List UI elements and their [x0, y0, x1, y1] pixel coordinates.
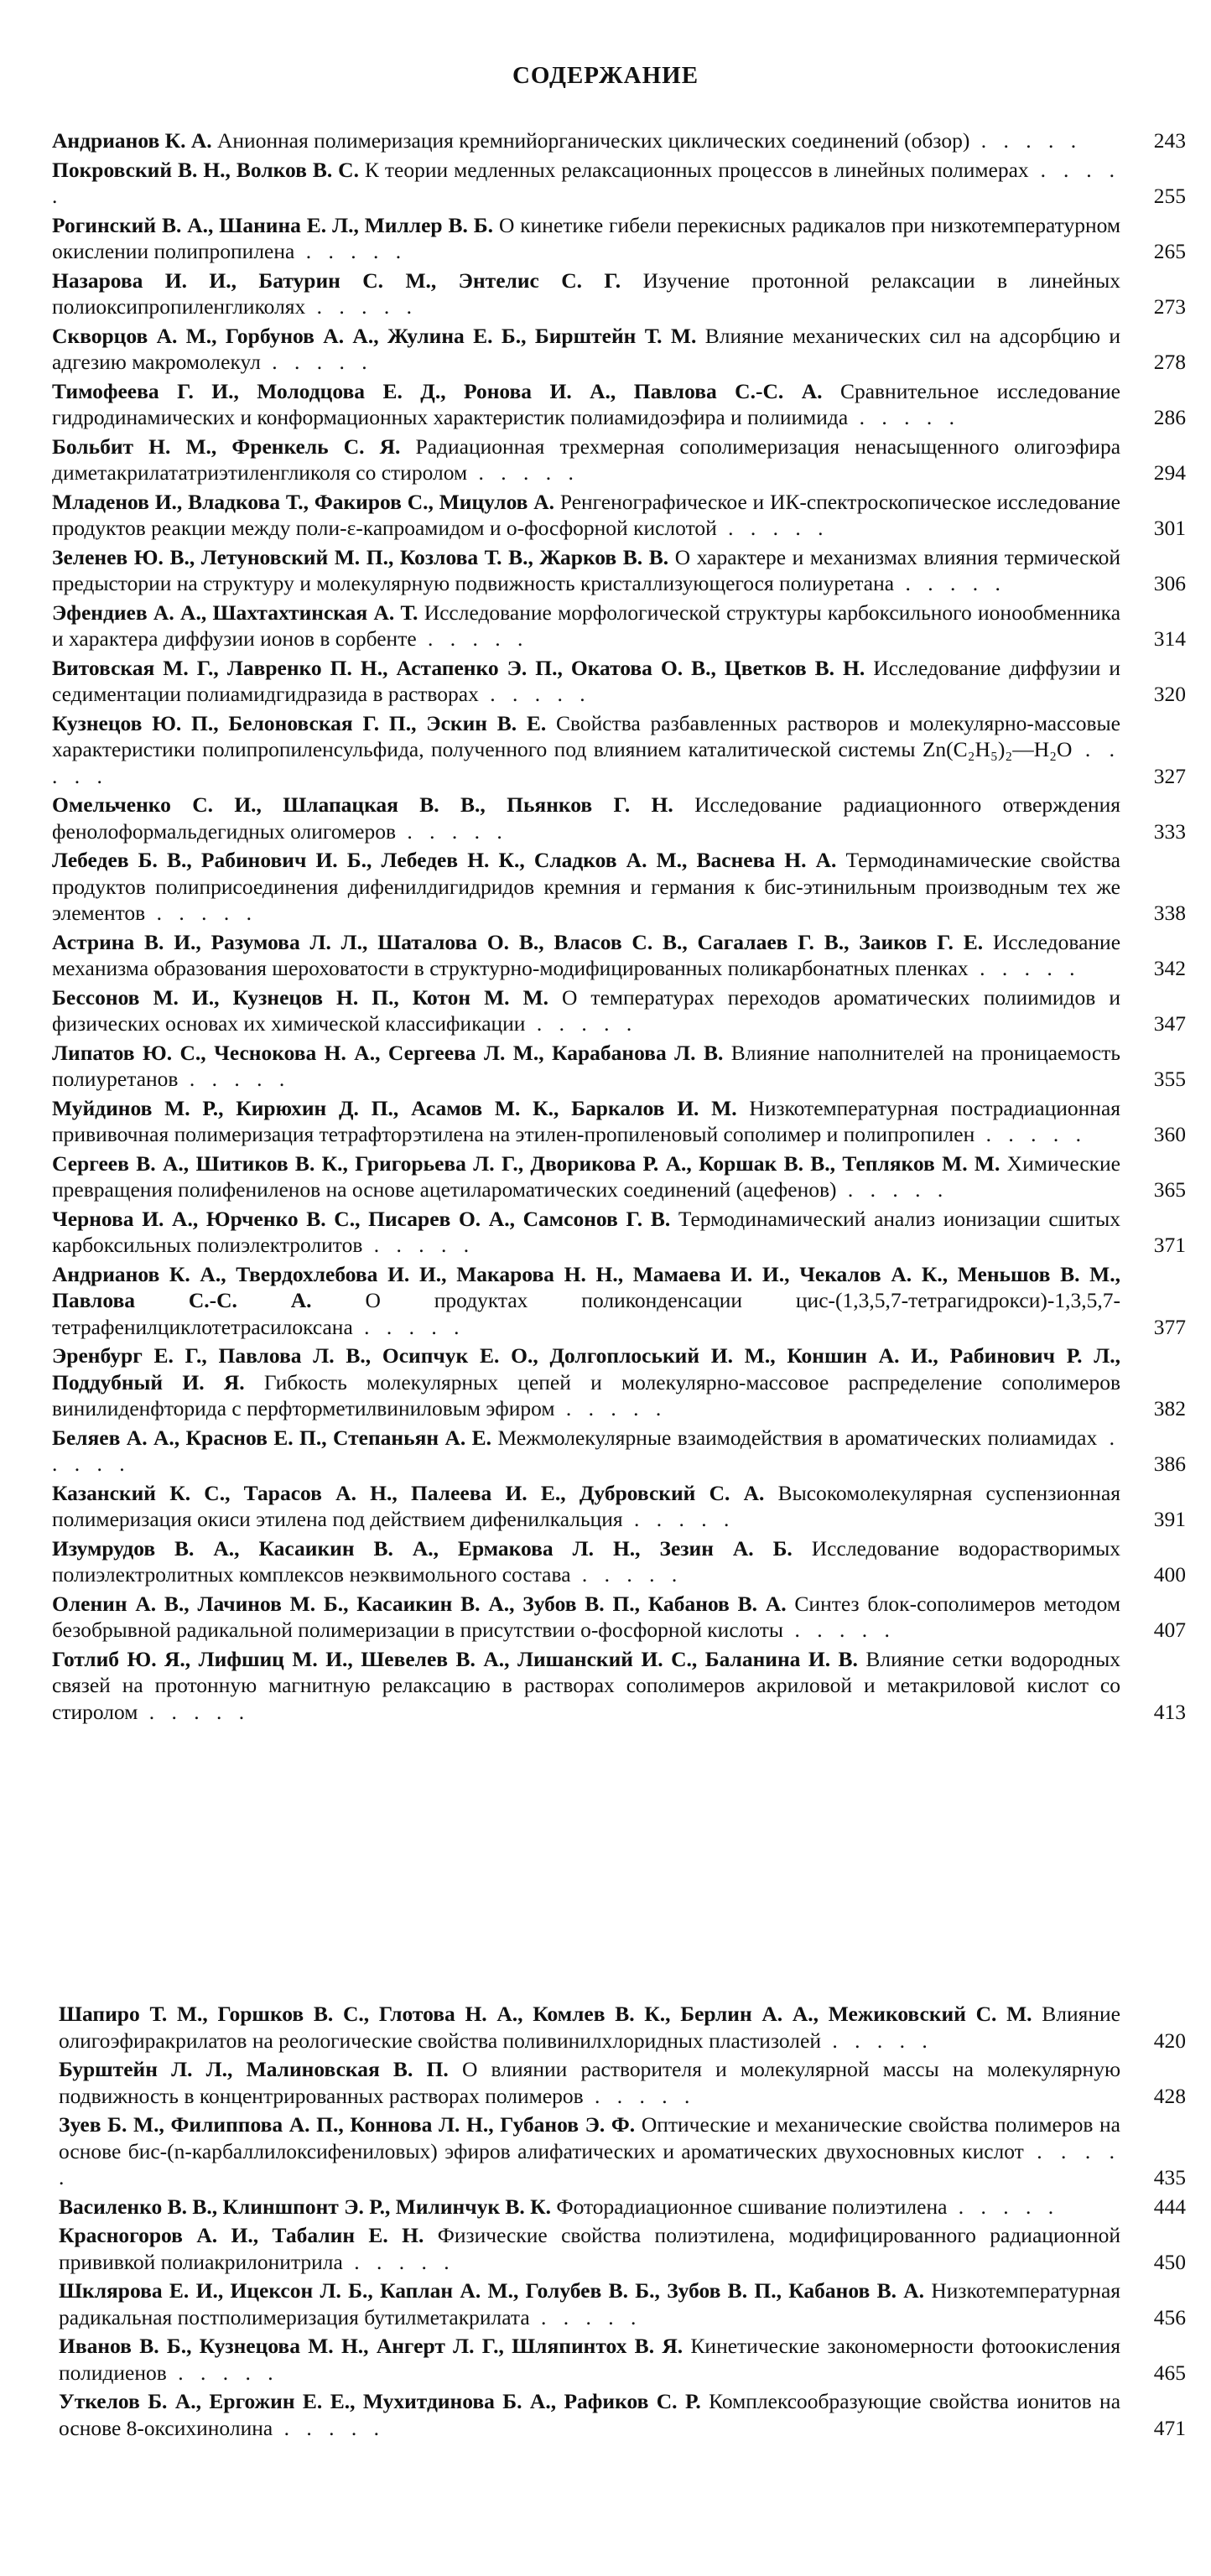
entry-authors: Рогинский В. А., Шанина Е. Л., Миллер В. Б. [52, 212, 494, 237]
toc-entry [52, 847, 1186, 927]
entry-title: О кинетике гибели перекисных радикалов при низкотемпературном окислении полипропилена [52, 212, 1120, 263]
entry-page-number: 243 [1153, 128, 1186, 153]
entry-title: Влияние механических сил на адсорбцию и адгезию макромолекул [52, 323, 1121, 374]
entry-page-number: 301 [1153, 516, 1186, 540]
entry-authors: Казанский К. С., Тарасов А. Н., Палеева И. Е., Дубровский С. А. [52, 1480, 765, 1505]
entry-page-number: 450 [1153, 2249, 1186, 2274]
toc-entry [52, 1591, 1186, 1644]
entry-title: Свойства разбавленных растворов и молекулярно-массовые характеристики полипропиленсульфида, полученного под влиянием каталитической системы Zn(C₂H₅)₂—H₂O [52, 710, 1120, 761]
toc-entry [52, 710, 1186, 790]
entry-page-number: 265 [1153, 239, 1186, 263]
leader-dots: . . . . . [570, 1562, 683, 1587]
entry-authors: Шапиро Т. М., Горшков В. С., Глотова Н. А., Комлев В. К., Берлин А. А., Межиковский С. М. [59, 2002, 1032, 2026]
toc-entry [52, 323, 1186, 376]
entry-authors: Уткелов Б. А., Ергожин Е. Е., Мухитдинова Б. А., Рафиков С. Р. [59, 2389, 701, 2413]
entry-page-number: 355 [1153, 1067, 1186, 1091]
entry-authors: Оленин А. В., Лачинов М. Б., Касаикин В. А., Зубов В. П., Кабанов В. А. [52, 1591, 787, 1616]
entry-authors: Назарова И. И., Батурин С. М., Энтелис С. Г. [52, 267, 621, 293]
toc-entry [52, 267, 1186, 320]
entry-title: Термодинамические свойства продуктов полиприсоединения дифенилдигидридов кремния и германия к бис-этинильным производным тех же элементов [52, 848, 1120, 925]
entry-title: Гибкость молекулярных цепей и молекулярно-массовое распределение сополимеров винилиденфторида с перфторметилвиниловым эфиром [52, 1369, 1120, 1420]
entry-page-number: 471 [1153, 2415, 1186, 2440]
entry-authors: Андрианов К. А., Твердохлебова И. И., Макарова Н. Н., Мамаева И. И., Чекалов А. К., Меньшов В. М., Павлова С.-С. А. [52, 1261, 1120, 1312]
toc-entry [52, 792, 1186, 844]
entry-title: Исследование механизма образования шероховатости в структурно-модифицированных поликарбонатных пленках [52, 929, 1121, 980]
entry-authors: Скворцов А. М., Горбунов А. А., Жулина Е. Б., Бирштейн Т. М. [52, 323, 697, 348]
leader-dots: . . . . . [894, 571, 1006, 595]
leader-dots: . . . . . [716, 516, 829, 540]
entry-title: Кинетические закономерности фотоокисления полидиенов [59, 2334, 1120, 2385]
leader-dots: . . . . . [362, 1233, 476, 1257]
entry-title: Влияние сетки водородных связей на протонную магнитную релаксацию в растворах сополимеров акриловой и метакриловой кислот со стиролом [52, 1646, 1120, 1724]
leader-dots: . . . . . [294, 239, 408, 263]
entry-title: О продуктах поликонденсации цис-(1,3,5,7-тетрагидрокси)-1,3,5,7-тетрафенилциклотетрасилоксана [52, 1288, 1121, 1339]
entry-title: О температурах переходов ароматических полиимидов и физических основах их химической классификации [52, 984, 1120, 1036]
leader-dots: . . . . . [525, 1011, 638, 1036]
entry-title: Исследование радиационного отверждения фенолоформальдегидных олигомеров [52, 792, 1121, 844]
entry-page-number: 465 [1153, 2360, 1186, 2385]
toc-entry [52, 1261, 1186, 1341]
entry-page-number: 342 [1153, 956, 1186, 980]
toc-entry [59, 2001, 1186, 2054]
entry-page-number: 413 [1153, 1699, 1186, 1724]
entry-authors: Омельченко С. И., Шлапацкая В. В., Пьянков Г. Н. [52, 792, 673, 817]
leader-dots: . . . . . [260, 350, 373, 374]
leader-dots: . . . . . [305, 294, 418, 319]
entry-authors: Готлиб Ю. Я., Лифшиц М. И., Шевелев В. А., Лишанский И. С., Баланина И. В. [52, 1646, 858, 1671]
toc-entry [59, 2277, 1186, 2330]
entry-title: Ренгенографическое и ИК-спектроскопическое исследование продуктов реакции между поли-ε-капроамидом и о-фосфорной кислотой [52, 489, 1120, 540]
leader-dots: . . . . . [396, 818, 508, 844]
entry-title: Высокомолекулярная суспензионная полимеризация окиси этилена под действием дифенилкальция [52, 1480, 1120, 1531]
leader-dots: . . . . . [820, 2028, 933, 2053]
toc-entry [52, 655, 1186, 708]
leader-dots: . . . . . [52, 157, 1121, 208]
entry-page-number: 360 [1153, 1122, 1186, 1146]
toc-entry [52, 434, 1186, 486]
toc-entry [52, 378, 1186, 431]
entry-authors: Сергеев В. А., Шитиков В. К., Григорьева Л. Г., Дворикова Р. А., Коршак В. В., Тепляков М. М. [52, 1150, 1001, 1176]
leader-dots: . . . . . [848, 405, 960, 429]
toc-entry [52, 127, 1186, 154]
entry-page-number: 391 [1153, 1507, 1186, 1531]
entry-page-number: 444 [1153, 2194, 1186, 2219]
toc-entry [52, 1480, 1186, 1533]
entry-authors: Бессонов М. И., Кузнецов Н. П., Котон М. М. [52, 984, 548, 1010]
entry-authors: Кузнецов Ю. П., Белоновская Г. П., Эскин В. Е. [52, 710, 547, 735]
entry-title: Изучение протонной релаксации в линейных полиоксипропиленгликолях [52, 267, 1120, 319]
entry-authors: Младенов И., Владкова Т., Факиров С., Мицулов А. [52, 489, 555, 514]
entry-title: Межмолекулярные взаимодействия в ароматических полиамидах [497, 1425, 1098, 1450]
entry-page-number: 377 [1153, 1314, 1186, 1339]
entry-title: Оптические и механические свойства полимеров на основе бис-(n-карбаллилоксифениловых) эфиров алифатических и ароматических двухосновных кислот [59, 2112, 1121, 2163]
entry-authors: Больбит Н. М., Френкель С. Я. [52, 434, 401, 459]
leader-dots: . . . . . [467, 460, 580, 485]
toc-section-2 [59, 2001, 1186, 2444]
entry-page-number: 294 [1153, 460, 1186, 485]
leader-dots: . . . . . [583, 2083, 696, 2108]
leader-dots: . . . . . [342, 2249, 455, 2274]
entry-page-number: 428 [1153, 2083, 1186, 2108]
entry-title: Низкотемпературная радикальная постполимеризация бутилметакрилата [59, 2278, 1120, 2329]
entry-page-number: 314 [1153, 626, 1186, 651]
entry-page-number: 255 [1153, 184, 1186, 208]
entry-page-number: 371 [1153, 1233, 1186, 1257]
leader-dots: . . . . . [968, 956, 1081, 980]
entry-authors: Чернова И. А., Юрченко В. С., Писарев О. А., Самсонов Г. В. [52, 1206, 671, 1231]
leader-dots: . . . . . [969, 128, 1083, 153]
entry-authors: Лебедев Б. В., Рабинович И. Б., Лебедев Н. К., Сладков А. М., Васнева Н. А. [52, 848, 837, 872]
entry-page-number: 333 [1153, 818, 1186, 844]
toc-entry [52, 157, 1186, 210]
toc-entry [59, 2333, 1186, 2386]
entry-authors: Андрианов К. А. [52, 128, 212, 153]
toc-entry [59, 2111, 1186, 2191]
entry-title: Физические свойства полиэтилена, модифицированного радиационной прививкой полиакрилонитрила [59, 2223, 1120, 2274]
entry-page-number: 420 [1153, 2028, 1186, 2053]
leader-dots: . . . . . [783, 1618, 896, 1642]
entry-page-number: 320 [1153, 682, 1186, 706]
toc-entry [59, 2388, 1186, 2441]
entry-authors: Эфендиев А. А., Шахтахтинская А. Т. [52, 600, 418, 625]
entry-title: Химические превращения полифениленов на основе ацетилароматических соединений (ацефенов) [52, 1150, 1120, 1202]
entry-page-number: 347 [1153, 1011, 1186, 1036]
leader-dots: . . . . . [178, 1067, 291, 1091]
entry-authors: Иванов В. Б., Кузнецова М. Н., Ангерт Л. Г., Шляпинтох В. Я. [59, 2334, 683, 2358]
entry-authors: Зеленев Ю. В., Летуновский М. П., Козлова Т. В., Жарков В. В. [52, 544, 669, 569]
entry-title: Влияние наполнителей на проницаемость полиуретанов [52, 1040, 1120, 1091]
entry-page-number: 435 [1153, 2165, 1186, 2189]
entry-authors: Василенко В. В., Клиншпонт Э. Р., Милинчук В. К. [59, 2194, 552, 2219]
toc-entry [52, 929, 1186, 982]
entry-page-number: 382 [1153, 1396, 1186, 1420]
entry-authors: Эренбург Е. Г., Павлова Л. В., Осипчук Е. О., Долгоплоський И. М., Коншин А. И., Рабинович Р. Л., Поддубный И. Я. [52, 1343, 1120, 1394]
entry-authors: Бурштейн Л. Л., Малиновская В. П. [59, 2057, 449, 2081]
entry-page-number: 306 [1153, 571, 1186, 595]
entry-authors: Красногоров А. И., Табалин Е. Н. [59, 2223, 424, 2247]
leader-dots: . . . . . [352, 1314, 465, 1339]
toc-entry [52, 212, 1186, 265]
entry-title: Влияние олигоэфиракрилатов на реологические свойства поливинилхлоридных пластизолей [59, 2002, 1121, 2053]
entry-title: Термодинамический анализ ионизации сшитых карбоксильных полиэлектролитов [52, 1206, 1120, 1257]
entry-authors: Шклярова Е. И., Ицексон Л. Б., Каплан А. М., Голубев В. Б., Зубов В. П., Кабанов В. А. [59, 2278, 925, 2303]
leader-dots: . . . . . [554, 1396, 668, 1420]
entry-page-number: 327 [1153, 763, 1186, 788]
entry-title: Исследование диффузии и седиментации полиамидгидразида в растворах [52, 655, 1121, 706]
leader-dots: . . . . . [145, 901, 257, 925]
toc-entry [52, 489, 1186, 542]
leader-dots: . . . . . [52, 737, 1121, 788]
toc-entry [52, 984, 1186, 1037]
entry-authors: Беляев А. А., Краснов Е. П., Степаньян А. Е. [52, 1425, 492, 1450]
entry-authors: Тимофеева Г. И., Молодцова Е. Д., Ронова И. А., Павлова С.-С. А. [52, 378, 823, 403]
entry-title: Радиационная трехмерная сополимеризация ненасыщенного олигоэфира диметакрилататриэтиленгликоля со стиролом [52, 434, 1121, 485]
toc-entry [59, 2056, 1186, 2109]
toc-entry [59, 2194, 1186, 2220]
toc-section-1 [52, 127, 1186, 1727]
entry-title: О характере и механизмах влияния термической предыстории на структуру и молекулярную подвижность кристаллизующегося полиуретана [52, 544, 1120, 595]
entry-authors: Муйдинов М. Р., Кирюхин Д. П., Асамов М. К., Баркалов И. М. [52, 1095, 737, 1120]
leader-dots: . . . . . [529, 2304, 642, 2329]
entry-page-number: 456 [1153, 2304, 1186, 2329]
entry-page-number: 338 [1153, 901, 1186, 925]
entry-title: Синтез блок-сополимеров методом безобрывной радикальной полимеризации в присутствии о-фосфорной кислоты [52, 1591, 1121, 1642]
entry-authors: Зуев Б. М., Филиппова А. П., Коннова Л. Н., Губанов Э. Ф. [59, 2112, 636, 2137]
entry-page-number: 400 [1153, 1562, 1186, 1587]
entry-title: Комплексообразующие свойства ионитов на основе 8-оксихинолина [59, 2389, 1121, 2440]
entry-page-number: 273 [1153, 294, 1186, 319]
toc-entry [52, 544, 1186, 597]
leader-dots: . . . . . [947, 2194, 1060, 2219]
entry-title: К теории медленных релаксационных процессов в линейных полимерах [364, 157, 1029, 182]
page-title: СОДЕРЖАНИЕ [512, 62, 699, 89]
leader-dots: . . . . . [138, 1699, 251, 1724]
entry-authors: Липатов Ю. С., Чеснокова Н. А., Сергеева Л. М., Карабанова Л. В. [52, 1040, 724, 1065]
entry-title: Сравнительное исследование гидродинамических и конформационных характеристик полиамидоэфира и полиимида [52, 378, 1120, 429]
entry-title: О влиянии растворителя и молекулярной массы на молекулярную подвижность в концентрированных растворах полимеров [59, 2057, 1121, 2108]
toc-entry [52, 1040, 1186, 1093]
toc-entry [52, 1095, 1186, 1148]
toc-entry [52, 1150, 1186, 1203]
entry-authors: Покровский В. Н., Волков В. С. [52, 157, 359, 182]
entry-title: Исследование водорастворимых полиэлектролитных комплексов неэквимольного состава [52, 1535, 1120, 1587]
entry-page-number: 407 [1153, 1618, 1186, 1642]
leader-dots: . . . . . [836, 1177, 949, 1202]
entry-authors: Изумрудов В. А., Касаикин В. А., Ермакова Л. Н., Зезин А. Б. [52, 1535, 793, 1561]
toc-entry [59, 2222, 1186, 2275]
entry-title: Исследование морфологической структуры карбоксильного ионообменника и характера диффузии ионов в сорбенте [52, 600, 1121, 651]
leader-dots: . . . . . [975, 1122, 1087, 1146]
leader-dots: . . . . . [478, 682, 591, 706]
leader-dots: . . . . . [622, 1507, 735, 1531]
toc-entry [52, 1425, 1186, 1478]
entry-page-number: 278 [1153, 350, 1186, 374]
entry-page-number: 286 [1153, 405, 1186, 429]
entry-authors: Витовская М. Г., Лавренко П. Н., Астапенко Э. П., Окатова О. В., Цветков В. Н. [52, 655, 865, 680]
leader-dots: . . . . . [273, 2415, 385, 2440]
leader-dots: . . . . . [416, 626, 529, 651]
entry-page-number: 365 [1153, 1177, 1186, 1202]
toc-entry [52, 600, 1186, 652]
toc-entry [52, 1206, 1186, 1259]
toc-entry [52, 1646, 1186, 1726]
leader-dots: . . . . . [59, 2138, 1120, 2189]
leader-dots: . . . . . [52, 1425, 1120, 1476]
toc-entry [52, 1343, 1186, 1422]
leader-dots: . . . . . [166, 2360, 279, 2385]
entry-title: Низкотемпературная пострадиационная прививочная полимеризация тетрафторэтилена на этилен-пропиленовый сополимер и полипропилен [52, 1095, 1120, 1146]
entry-title: Анионная полимеризация кремнийорганических циклических соединений (обзор) [217, 128, 970, 153]
entry-page-number: 386 [1153, 1452, 1186, 1476]
toc-entry [52, 1535, 1186, 1588]
entry-title: Фоторадиационное сшивание полиэтилена [556, 2194, 948, 2219]
entry-authors: Астрина В. И., Разумова Л. Л., Шаталова О. В., Власов С. В., Сагалаев Г. В., Заиков Г. Е. [52, 929, 984, 954]
